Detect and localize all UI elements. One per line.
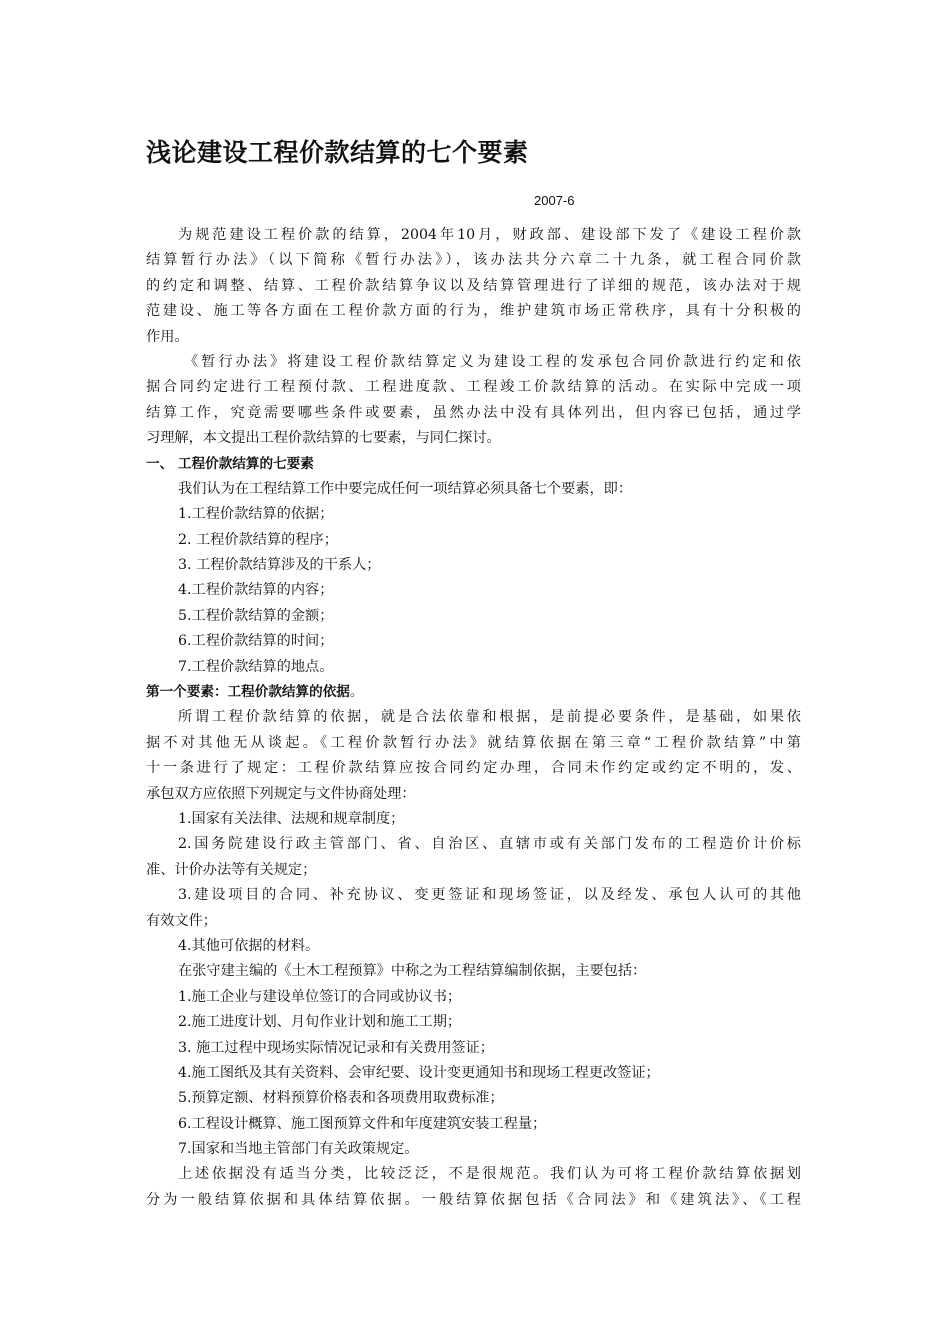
element-1-paragraph-line: 十一条进行了规定：工程价款结算应按合同约定办理，合同未作约定或约定不明的，发、 xyxy=(146,760,801,777)
rule-item: 3.建设项目的合同、补充协议、变更签证和现场签证，以及经发、承包人认可的其他 xyxy=(178,887,801,904)
element-1-heading xyxy=(146,680,801,705)
element-list-item: 5.工程价款结算的金额； xyxy=(178,607,334,624)
intro-paragraph-1-line: 为规范建设工程价款的结算，2004年10月，财政部、建设部下发了《建设工程价款 xyxy=(178,227,801,243)
element-list-item: 4.工程价款结算的内容； xyxy=(178,582,334,599)
intro-paragraph-2-line: 《暂行办法》将建设工程价款结算定义为建设工程的发承包合同价款进行约定和依 xyxy=(184,353,801,370)
element-1-paragraph-2: 在张守建主编的《土木工程预算》中称之为工程结算编制依据，主要包括： xyxy=(178,963,647,980)
basis-list-item: 4.施工图纸及其有关资料、会审纪要、设计变更通知书和现场工程更改签证； xyxy=(178,1064,660,1081)
element-1-heading-period: 。 xyxy=(349,684,364,701)
intro-paragraph-2-line: 据合同约定进行工程预付款、工程进度款、工程竣工价款结算的活动。在实际中完成一项 xyxy=(146,379,801,396)
intro-paragraph-1-line: 范建设、施工等各方面在工程价款方面的行为，维护建筑市场正常秩序，具有十分积极的 xyxy=(146,303,801,320)
element-1-paragraph-line: 承包双方应依照下列规定与文件协商处理： xyxy=(146,785,416,802)
basis-list-item: 5.预算定额、材料预算价格表和各项费用取费标准； xyxy=(178,1090,504,1107)
rule-item-continuation: 有效文件； xyxy=(146,912,217,929)
intro-paragraph-2-line: 习理解，本文提出工程价款结算的七要素，与同仁探讨。 xyxy=(146,430,501,447)
rule-item: 2.国务院建设行政主管部门、省、自治区、直辖市或有关部门发布的工程造价计价标 xyxy=(178,836,801,853)
basis-list-item: 6.工程设计概算、施工图预算文件和年度建筑安装工程量； xyxy=(178,1115,547,1132)
document-date: 2007-6 xyxy=(534,193,575,208)
element-1-paragraph-3-line: 分为一般结算依据和具体结算依据。一般结算依据包括《合同法》和《建筑法》、《工程 xyxy=(146,1191,801,1208)
document-body xyxy=(146,223,801,1213)
element-1-paragraph-line: 所谓工程价款结算的依据，就是合法依靠和根据，是前提必要条件，是基础，如果依 xyxy=(178,709,801,726)
basis-list-item: 2.施工进度计划、月旬作业计划和施工工期； xyxy=(178,1014,462,1031)
intro-paragraph-1-line: 结算暂行办法》（以下简称《暂行办法》），该办法共分六章二十九条，就工程合同价款 xyxy=(146,252,801,269)
rule-item-continuation: 准、计价办法等有关规定； xyxy=(146,861,317,878)
intro-paragraph-2-line: 结算工作，究竟需要哪些条件或要素，虽然办法中没有具体列出，但内容已包括，通过学 xyxy=(146,404,801,421)
element-1-paragraph-line: 据不对其他无从谈起。《工程价款暂行办法》就结算依据在第三章“工程价款结算”中第 xyxy=(146,734,801,751)
element-1-heading-text: 第一个要素：工程价款结算的依据 xyxy=(146,684,350,701)
rule-item: 1.国家有关法律、法规和规章制度； xyxy=(178,810,405,827)
basis-list-item: 7.国家和当地主管部门有关政策规定。 xyxy=(178,1141,419,1158)
element-1-paragraph-3-line: 上述依据没有适当分类，比较泛泛，不是很规范。我们认为可将工程价款结算依据划 xyxy=(178,1166,801,1183)
intro-paragraph-1-line: 的约定和调整、结算、工程价款结算争议以及结算管理进行了详细的规范，该办法对于规 xyxy=(146,277,801,294)
element-list-item: 7.工程价款结算的地点。 xyxy=(178,658,334,675)
element-list-item: 6.工程价款结算的时间； xyxy=(178,633,334,650)
section-1-lead: 我们认为在工程结算工作中要完成任何一项结算必须具备七个要素，即： xyxy=(178,480,633,497)
document-title: 浅论建设工程价款结算的七个要素 xyxy=(146,138,529,167)
element-list-item: 2. 工程价款结算的程序； xyxy=(178,531,338,548)
basis-list-item: 1.施工企业与建设单位签订的合同或协议书； xyxy=(178,988,462,1005)
basis-list-item: 3. 施工过程中现场实际情况记录和有关费用签证； xyxy=(178,1039,494,1056)
rule-item: 4.其他可依据的材料。 xyxy=(178,937,320,954)
element-list-item: 3. 工程价款结算涉及的干系人； xyxy=(178,557,381,574)
section-1-heading: 一、 工程价款结算的七要素 xyxy=(146,455,314,472)
intro-paragraph-1-line: 作用。 xyxy=(146,328,189,345)
element-list-item: 1.工程价款结算的依据； xyxy=(178,506,334,523)
